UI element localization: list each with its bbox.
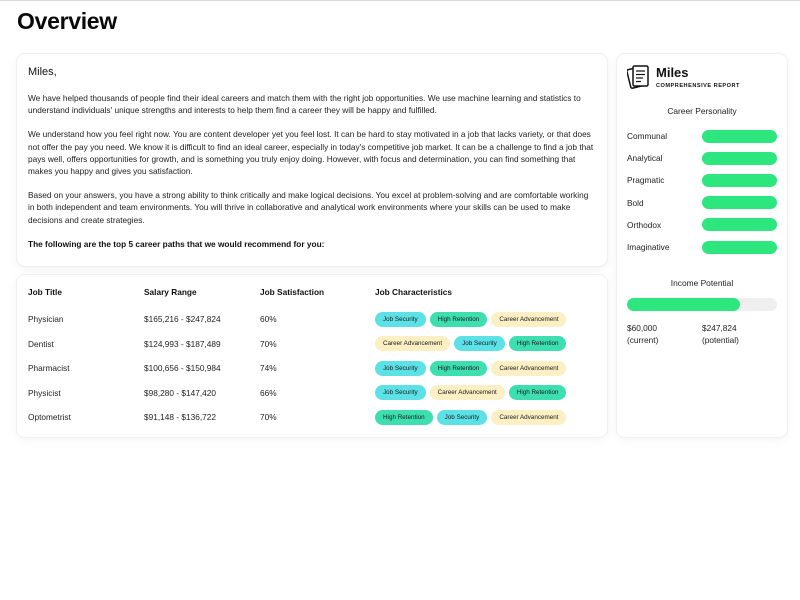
profile-subtitle: COMPREHENSIVE REPORT <box>656 83 740 89</box>
table-row <box>28 307 596 332</box>
profile-header <box>627 64 777 100</box>
job-satisfaction-cell: 74% <box>260 363 277 374</box>
trait-row <box>627 125 777 147</box>
table-header-row <box>28 275 596 307</box>
letter-greeting: Miles, <box>28 66 57 78</box>
advancement-chip: Career Advancement <box>430 385 505 400</box>
advancement-chip: Career Advancement <box>375 336 450 351</box>
career-table-card <box>17 275 607 437</box>
profile-card <box>617 54 787 437</box>
job-characteristics-cell <box>375 332 596 357</box>
retention-chip: High Retention <box>430 312 488 327</box>
security-chip: Job Security <box>375 312 426 327</box>
salary-range-cell: $165,216 - $247,824 <box>144 314 221 325</box>
characteristic-chips <box>375 361 596 376</box>
income-current-value: $60,000 <box>627 323 657 334</box>
trait-bar <box>702 218 777 231</box>
trait-label: Bold <box>627 197 644 208</box>
table-row <box>28 405 596 430</box>
advancement-chip: Career Advancement <box>491 361 566 376</box>
advancement-chip: Career Advancement <box>491 410 566 425</box>
trait-row <box>627 147 777 169</box>
salary-range-cell: $98,280 - $147,420 <box>144 387 216 398</box>
header-job-characteristics: Job Characteristics <box>375 287 453 297</box>
job-satisfaction-cell: 60% <box>260 314 277 325</box>
profile-name: Miles <box>656 65 689 80</box>
trait-bar <box>702 152 777 165</box>
characteristic-chips <box>375 385 596 400</box>
security-chip: Job Security <box>437 410 488 425</box>
job-title-cell: Dentist <box>28 338 54 349</box>
job-characteristics-cell <box>375 381 596 406</box>
advancement-chip: Career Advancement <box>491 312 566 327</box>
trait-row <box>627 192 777 214</box>
job-title-cell: Physicist <box>28 387 61 398</box>
security-chip: Job Security <box>375 385 426 400</box>
security-chip: Job Security <box>375 361 426 376</box>
characteristic-chips <box>375 410 596 425</box>
retention-chip: High Retention <box>509 385 567 400</box>
letter-paragraph-2: We understand how you feel right now. You are content developer yet you feel lost. It can be hard to stay motivated in a job that lacks variety, or that does not offer the pay you need. We know it is difficult to find an ideal career, especially in today's competitive job market. It can be a challenge to find a job that pays well, offers opportunities for growth, and is something you truly enjoy doing. However, with focus and determination, you can find something that makes you happy and gives you satisfaction. <box>28 129 594 177</box>
retention-chip: High Retention <box>375 410 433 425</box>
trait-bar <box>702 174 777 187</box>
job-satisfaction-cell: 70% <box>260 412 277 423</box>
income-potential <box>702 322 777 346</box>
income-bar-fill <box>627 298 740 311</box>
trait-bar <box>702 130 777 143</box>
page-title: Overview <box>17 8 117 34</box>
trait-label: Pragmatic <box>627 175 665 186</box>
trait-row <box>627 236 777 258</box>
salary-range-cell: $91,148 - $136,722 <box>144 412 216 423</box>
characteristic-chips <box>375 312 596 327</box>
career-table <box>28 275 596 430</box>
report-document-icon <box>627 64 651 90</box>
letter-card <box>17 54 607 266</box>
header-job-title: Job Title <box>28 287 62 297</box>
recommendation-intro: The following are the top 5 career paths that we would recommend for you: <box>28 238 325 249</box>
job-title-cell: Physician <box>28 314 64 325</box>
salary-range-cell: $100,656 - $150,984 <box>144 363 221 374</box>
income-potential-title: Income Potential <box>670 278 734 289</box>
job-title-cell: Optometrist <box>28 412 71 423</box>
table-row <box>28 356 596 381</box>
trait-label: Analytical <box>627 153 663 164</box>
trait-row <box>627 214 777 236</box>
table-row <box>28 332 596 357</box>
income-potential-value: $247,824 <box>702 323 737 334</box>
job-title-cell: Pharmacist <box>28 363 70 374</box>
characteristic-chips <box>375 336 596 351</box>
letter-paragraph-3: Based on your answers, you have a strong ability to think critically and make logical decisions. You excel at problem-solving and are comfortable working in both independent and team environments. You will thrive in collaborative and analytical work environments where your skills can be used to make decisions and create strategies. <box>28 190 589 225</box>
trait-row <box>627 169 777 191</box>
table-row <box>28 381 596 406</box>
career-personality-title: Career Personality <box>667 106 737 116</box>
job-characteristics-cell <box>375 356 596 381</box>
header-job-satisfaction: Job Satisfaction <box>260 287 325 297</box>
trait-list <box>627 125 777 258</box>
job-characteristics-cell <box>375 307 596 332</box>
trait-label: Communal <box>627 131 668 142</box>
trait-label: Orthodox <box>627 219 662 230</box>
top-divider <box>0 0 800 1</box>
income-potential-label: (potential) <box>702 335 739 346</box>
trait-bar <box>702 241 777 254</box>
trait-label: Imaginative <box>627 242 670 253</box>
security-chip: Job Security <box>454 336 505 351</box>
salary-range-cell: $124,993 - $187,489 <box>144 338 221 349</box>
job-satisfaction-cell: 70% <box>260 338 277 349</box>
income-values <box>627 322 777 346</box>
trait-bar <box>702 196 777 209</box>
header-salary-range: Salary Range <box>144 287 197 297</box>
income-current-label: (current) <box>627 335 659 346</box>
job-characteristics-cell <box>375 405 596 430</box>
retention-chip: High Retention <box>509 336 567 351</box>
income-current <box>627 322 702 346</box>
letter-paragraph-1: We have helped thousands of people find their ideal careers and match them with the right job opportunities. We use machine learning and statistics to understand individuals' unique strengths and interests to help them find a career they will be happy and fulfilled. <box>28 93 581 116</box>
retention-chip: High Retention <box>430 361 488 376</box>
job-satisfaction-cell: 66% <box>260 387 277 398</box>
income-bar-track <box>627 298 777 311</box>
